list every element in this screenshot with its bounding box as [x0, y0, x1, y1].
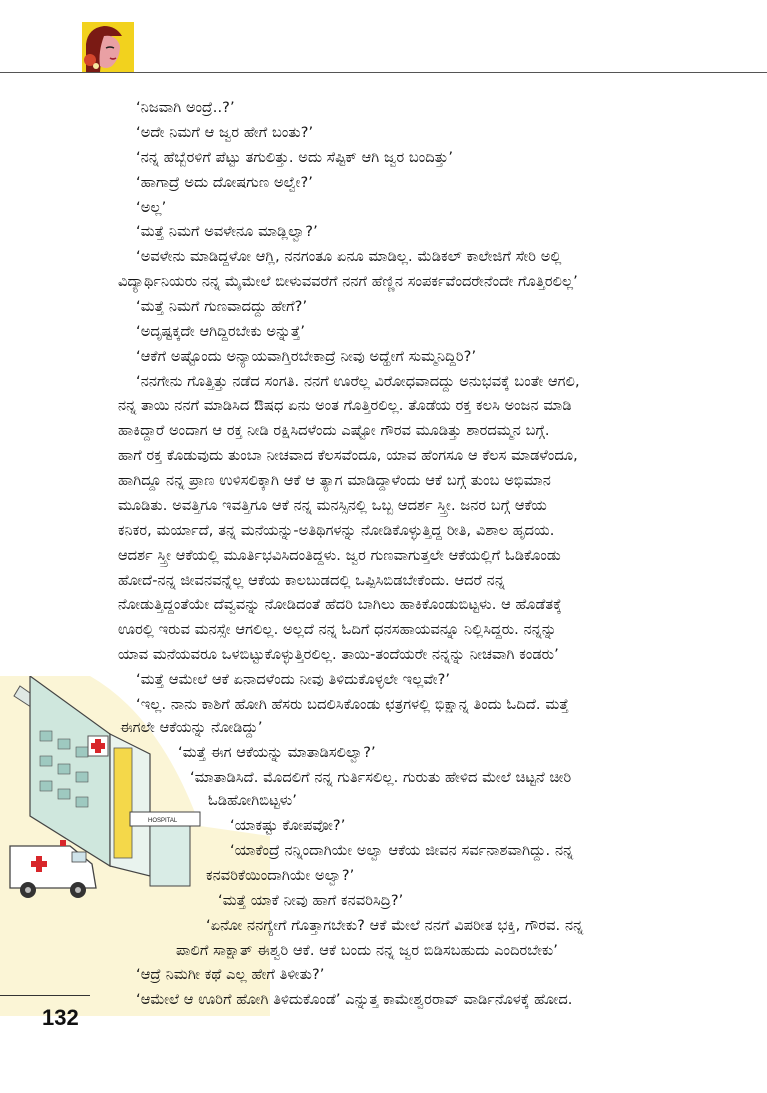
- text-line: ಹೋದೆ-ನನ್ನ ಜೀವನವನ್ನೆಲ್ಲ ಆಕೆಯ ಕಾಲಬುಡದಲ್ಲಿ ಒಪ್ಪಿಸಿಬಿಡಬೇಕೆಂದು. ಆದರೆ ನನ್ನ: [118, 573, 505, 589]
- text-line: ‘ಏನೋ ನನಗ್ಯೇಗೆ ಗೊತ್ತಾಗಬೇಕು? ಆಕೆ ಮೇಲೆ ನನಗೆ ವಿಪರೀತ ಭಕ್ತಿ, ಗೌರವ. ನನ್ನ: [206, 918, 584, 934]
- text-line: ಓಡಿಹೋಗಿಬಿಟ್ಟಳು’: [208, 793, 298, 809]
- text-line: ‘ಮತ್ತೆ ಯಾಕೆ ನೀವು ಹಾಗೆ ಕನವರಿಸಿದ್ರಿ?’: [218, 893, 404, 909]
- text-line: ‘ಆದ್ರೆ ನಿಮಗೀ ಕಥೆ ಎಲ್ಲ ಹೇಗೆ ತಿಳೀತು?’: [136, 967, 325, 983]
- text-line: ‘ಹಾಗಾದ್ರೆ ಅದು ದೋಷಗುಣ ಅಲ್ವೇ?’: [136, 175, 313, 191]
- text-line: ‘ಯಾಕೆಂದ್ರೆ ನನ್ನಿಂದಾಗಿಯೇ ಅಲ್ವಾ ಆಕೆಯ ಜೀವನ ಸರ್ವನಾಶವಾಗಿದ್ದು. ನನ್ನ: [230, 843, 574, 859]
- text-line: ‘ಅದೃಷ್ಟಕ್ಕದೇ ಆಗಿದ್ದಿರಬೇಕು ಅನ್ನುತ್ತೆ’: [136, 324, 306, 340]
- text-line: ಹಾಕಿದ್ದಾರೆ ಅಂದಾಗ ಆ ರಕ್ತ ನೀಡಿ ರಕ್ಷಿಸಿದಳೆಂದು ಎಷ್ಟೋ ಗೌರವ ಮೂಡಿತ್ತು ಶಾರದಮ್ಮನ ಬಗ್ಗೆ.: [118, 423, 550, 439]
- text-line: ‘ಮತ್ತೆ ನಿಮಗೆ ಗುಣವಾದದ್ದು ಹೇಗೆ?’: [136, 299, 308, 315]
- text-line: ‘ಮತ್ತೆ ನಿಮಗೆ ಅವಳೇನೂ ಮಾಡ್ಲಿಲ್ವಾ?’: [136, 224, 318, 240]
- text-line: ‘ಅಲ್ಲ’: [136, 200, 167, 216]
- text-line: ‘ಅವಳೇನು ಮಾಡಿದ್ದಳೋ ಆಗ್ಲಿ, ನನಗಂತೂ ಏನೂ ಮಾಡಿಲ್ಲ. ಮೆಡಿಕಲ್ ಕಾಲೇಜಿಗೆ ಸೇರಿ ಅಲ್ಲಿ: [136, 249, 562, 265]
- footer-rule: [0, 995, 90, 996]
- text-line: ನನ್ನ ತಾಯಿ ನನಗೆ ಮಾಡಿಸಿದ ಔಷಧ ಏನು ಅಂತ ಗೊತ್ತಿರಲಿಲ್ಲ. ತೊಡೆಯ ರಕ್ತ ಕಲಸಿ ಅಂಜನ ಮಾಡಿ: [118, 398, 572, 414]
- text-line: ಕನಿಕರ, ಮರ್ಯಾದೆ, ತನ್ನ ಮನೆಯನ್ನು-ಅತಿಥಿಗಳನ್ನು ನೋಡಿಕೊಳ್ಳುತ್ತಿದ್ದ ರೀತಿ, ವಿಶಾಲ ಹೃದಯ.: [118, 523, 555, 539]
- text-line: ‘ಆಕೆಗೆ ಅಷ್ಟೊಂದು ಅನ್ಯಾಯವಾಗ್ತಿರಬೇಕಾದ್ರೆ ನೀವು ಅದ್ಹೇಗೆ ಸುಮ್ಮನಿದ್ದಿರಿ?’: [136, 349, 477, 365]
- text-line: ‘ನಿಜವಾಗಿ ಅಂದ್ರೆ..?’: [136, 100, 235, 116]
- hospital-sign: HOSPITAL: [148, 818, 178, 824]
- text-line: ‘ಯಾಕಷ್ಟು ಕೋಪವೋ?’: [230, 818, 346, 834]
- woman-face-logo-icon: [82, 22, 134, 72]
- text-line: ಆದರ್ಶ ಸ್ತ್ರೀ ಆಕೆಯಲ್ಲಿ ಮೂರ್ತಿಭವಿಸಿದಂತಿದ್ದಳು. ಜ್ವರ ಗುಣವಾಗುತ್ತಲೇ ಆಕೆಯಲ್ಲಿಗೆ ಓಡಿಕೊಂಡು: [118, 548, 561, 564]
- text-line: ಈಗಲೇ ಆಕೆಯನ್ನು ನೋಡಿದ್ದು’: [120, 720, 263, 736]
- text-line: ಊರಲ್ಲಿ ಇರುವ ಮನಸ್ಸೇ ಆಗಲಿಲ್ಲ. ಅಲ್ಲದೆ ನನ್ನ ಓದಿಗೆ ಧನಸಹಾಯವನ್ನೂ ನಿಲ್ಲಿಸಿದ್ದರು. ನನ್ನನ್ನು: [118, 622, 557, 638]
- text-line: ‘ಆಮೇಲೆ ಆ ಊರಿಗೆ ಹೋಗಿ ತಿಳಿದುಕೊಂಡೆ’ ಎನ್ನುತ್ತ ಕಾಮೇಶ್ವರರಾವ್ ವಾರ್ಡಿನೊಳಕ್ಕೆ ಹೋದ.: [136, 992, 573, 1008]
- text-line: ಹಾಗಿದ್ದೂ ನನ್ನ ಪ್ರಾಣ ಉಳಿಸಲಿಕ್ಕಾಗಿ ಆಕೆ ಆ ತ್ಯಾಗ ಮಾಡಿದ್ದಾಳೆಂದು ಆಕೆ ಬಗ್ಗೆ ತುಂಬ ಅಭಿಮಾನ: [118, 473, 551, 489]
- page-number: 132: [42, 1005, 79, 1030]
- text-line: ‘ಅದೇ ನಿಮಗೆ ಆ ಜ್ವರ ಹೇಗೆ ಬಂತು?’: [136, 125, 314, 141]
- text-line: ಯಾವ ಮನೆಯವರೂ ಒಳಬಿಟ್ಟುಕೊಳ್ಳುತ್ತಿರಲಿಲ್ಲ. ತಾಯಿ-ತಂದೆಯರೇ ನನ್ನನ್ನು ನೀಚವಾಗಿ ಕಂಡರು’: [118, 647, 559, 663]
- text-line: ಕನವರಿಕೆಯಿಂದಾಗಿಯೇ ಅಲ್ವಾ?’: [206, 868, 355, 884]
- text-line: ‘ಮತ್ತೆ ಈಗ ಆಕೆಯನ್ನು ಮಾತಾಡಿಸಲಿಲ್ವಾ?’: [178, 745, 376, 761]
- text-line: ‘ಇಲ್ಲ. ನಾನು ಕಾಶಿಗೆ ಹೋಗಿ ಹೆಸರು ಬದಲಿಸಿಕೊಂಡು ಛತ್ರಗಳಲ್ಲಿ ಭಿಕ್ಷಾನ್ನ ತಿಂದು ಓದಿದೆ. ಮತ್ತೆ: [136, 697, 569, 713]
- header-rule: [0, 72, 767, 73]
- text-line: ‘ನನ್ನ ಹೆಬ್ಬೆರಳಿಗೆ ಪೆಟ್ಟು ತಗುಲಿತ್ತು. ಅದು ಸೆಪ್ಟಿಕ್ ಆಗಿ ಜ್ವರ ಬಂದಿತ್ತು’: [136, 150, 454, 166]
- text-line: ‘ಮತ್ತೆ ಆಮೇಲೆ ಆಕೆ ಏನಾದಳೆಂದು ನೀವು ತಿಳಿದುಕೊಳ್ಳಲೇ ಇಲ್ಲವೇ?’: [136, 672, 451, 688]
- text-line: ಮೂಡಿತು. ಅವತ್ತಿಗೂ ಇವತ್ತಿಗೂ ಆಕೆ ನನ್ನ ಮನಸ್ಸಿನಲ್ಲಿ ಒಬ್ಬ ಆದರ್ಶ ಸ್ತ್ರೀ. ಜನರ ಬಗ್ಗೆ ಆಕೆಯ: [118, 498, 547, 514]
- text-line: ಪಾಲಿಗೆ ಸಾಕ್ಷಾತ್ ಈಶ್ವರಿ ಆಕೆ. ಆಕೆ ಬಂದು ನನ್ನ ಜ್ವರ ಬಿಡಿಸಬಹುದು ಎಂದಿರಬೇಕು’: [176, 943, 559, 959]
- text-line: ‘ಮಾತಾಡಿಸಿದೆ. ಮೊದಲಿಗೆ ನನ್ನ ಗುರ್ತಿಸಲಿಲ್ಲ. ಗುರುತು ಹೇಳಿದ ಮೇಲೆ ಚಿಟ್ಟನೆ ಚೀರಿ: [190, 770, 572, 786]
- text-line: ವಿದ್ಯಾರ್ಥಿನಿಯರು ನನ್ನ ಮೈಮೇಲೆ ಬೀಳುವವರೆಗೆ ನನಗೆ ಹೆಣ್ಣಿನ ಸಂಪರ್ಕವೆಂದರೇನೆಂದೇ ಗೊತ್ತಿರಲಿಲ್ಲ’: [118, 274, 578, 290]
- text-line: ನೋಡುತ್ತಿದ್ದಂತೆಯೇ ದೆವ್ವವನ್ನು ನೋಡಿದಂತೆ ಹೆದರಿ ಬಾಗಿಲು ಹಾಕಿಕೊಂಡುಬಿಟ್ಟಳು. ಆ ಹೊಡೆತಕ್ಕೆ: [118, 597, 562, 613]
- text-line: ಹಾಗೆ ರಕ್ತ ಕೊಡುವುದು ತುಂಬಾ ನೀಚವಾದ ಕೆಲಸವೆಂದೂ, ಯಾವ ಹೆಂಗಸೂ ಆ ಕೆಲಸ ಮಾಡಳೆಂದೂ,: [118, 448, 578, 464]
- text-line: ‘ನನಗೇನು ಗೊತ್ತಿತ್ತು ನಡೆದ ಸಂಗತಿ. ನನಗೆ ಊರೆಲ್ಲ ವಿರೋಧವಾದದ್ದು ಅನುಭವಕ್ಕೆ ಬಂತೇ ಆಗಲಿ,: [136, 374, 580, 390]
